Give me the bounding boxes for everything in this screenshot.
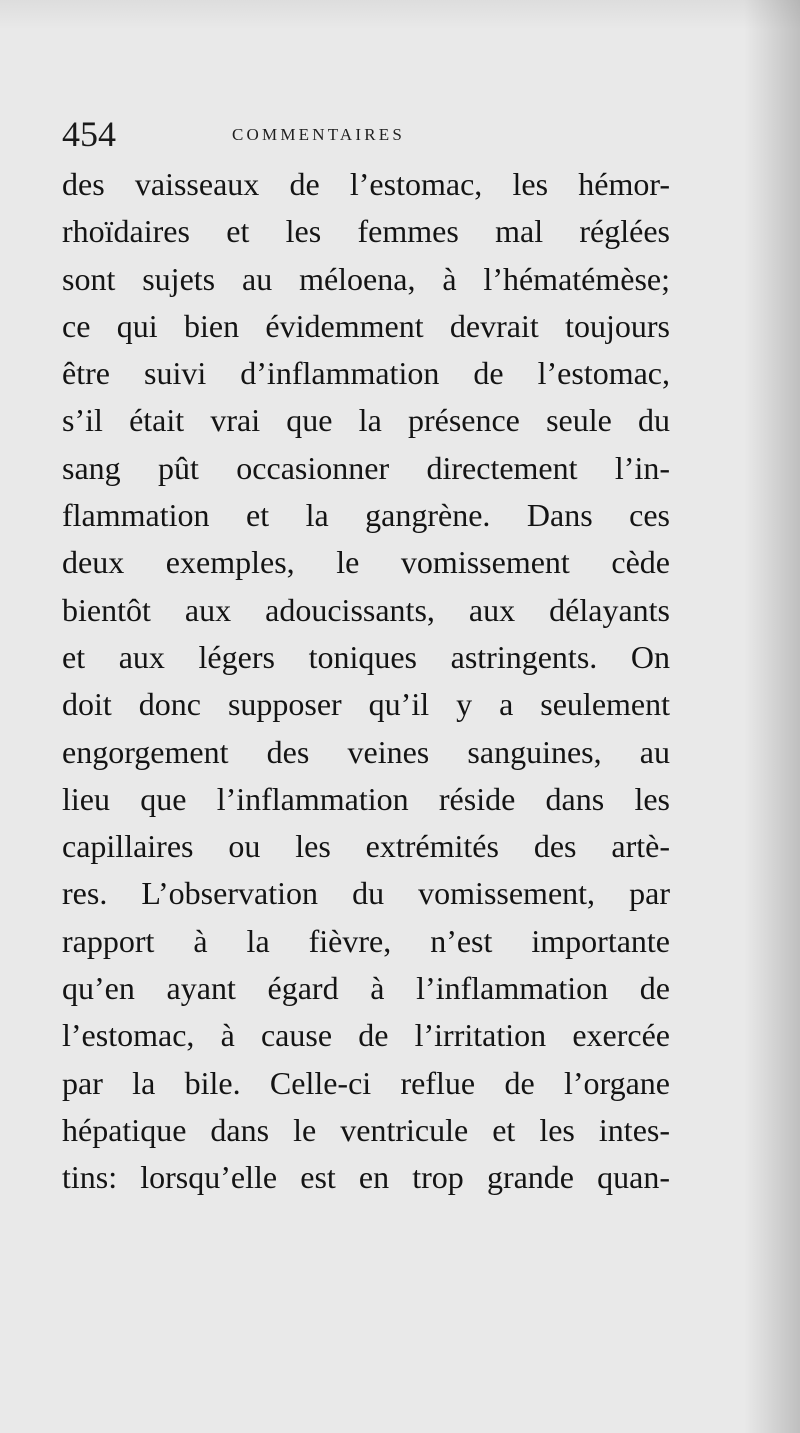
text-line: doit donc supposer qu’il y a seulement [62,686,670,723]
body-text [62,161,670,1202]
text-line: et aux légers toniques astringents. On [62,638,670,675]
text-line: sont sujets au méloena, à l’hématémèse; [62,260,670,297]
page-header [62,114,672,154]
text-line: qu’en ayant égard à l’inflammation de [62,970,670,1007]
text-line: hépatique dans le ventricule et les intes- [62,1111,670,1148]
text-line: être suivi d’inflammation de l’estomac, [62,355,670,392]
text-line: rhoïdaires et les femmes mal réglées [62,213,670,250]
text-line: lieu que l’inflammation réside dans les [62,780,670,817]
text-line: deux exemples, le vomissement cède [62,544,670,581]
page-top-shadow [0,0,800,30]
text-line: res. L’observation du vomissement, par [62,875,670,912]
text-line: tins: lorsqu’elle est en trop grande quan- [62,1159,670,1196]
page-gutter-shadow [744,0,800,1433]
page-number: 454 [62,114,116,154]
text-line: bientôt aux adoucissants, aux délayants [62,591,670,628]
text-line: ce qui bien évidemment devrait toujours [62,307,670,344]
text-line: l’estomac, à cause de l’irritation exercée [62,1017,670,1054]
text-line: s’il était vrai que la présence seule du [62,402,670,439]
text-line: des vaisseaux de l’estomac, les hémor- [62,166,670,202]
text-line: flammation et la gangrène. Dans ces [62,497,670,534]
text-line: rapport à la fièvre, n’est importante [62,922,670,959]
running-head: COMMENTAIRES [232,125,406,144]
text-line: par la bile. Celle-ci reflue de l’organe [62,1064,670,1101]
text-line: sang pût occasionner directement l’in- [62,449,670,486]
text-line: capillaires ou les extrémités des artè- [62,828,670,865]
text-line: engorgement des veines sanguines, au [62,733,670,770]
